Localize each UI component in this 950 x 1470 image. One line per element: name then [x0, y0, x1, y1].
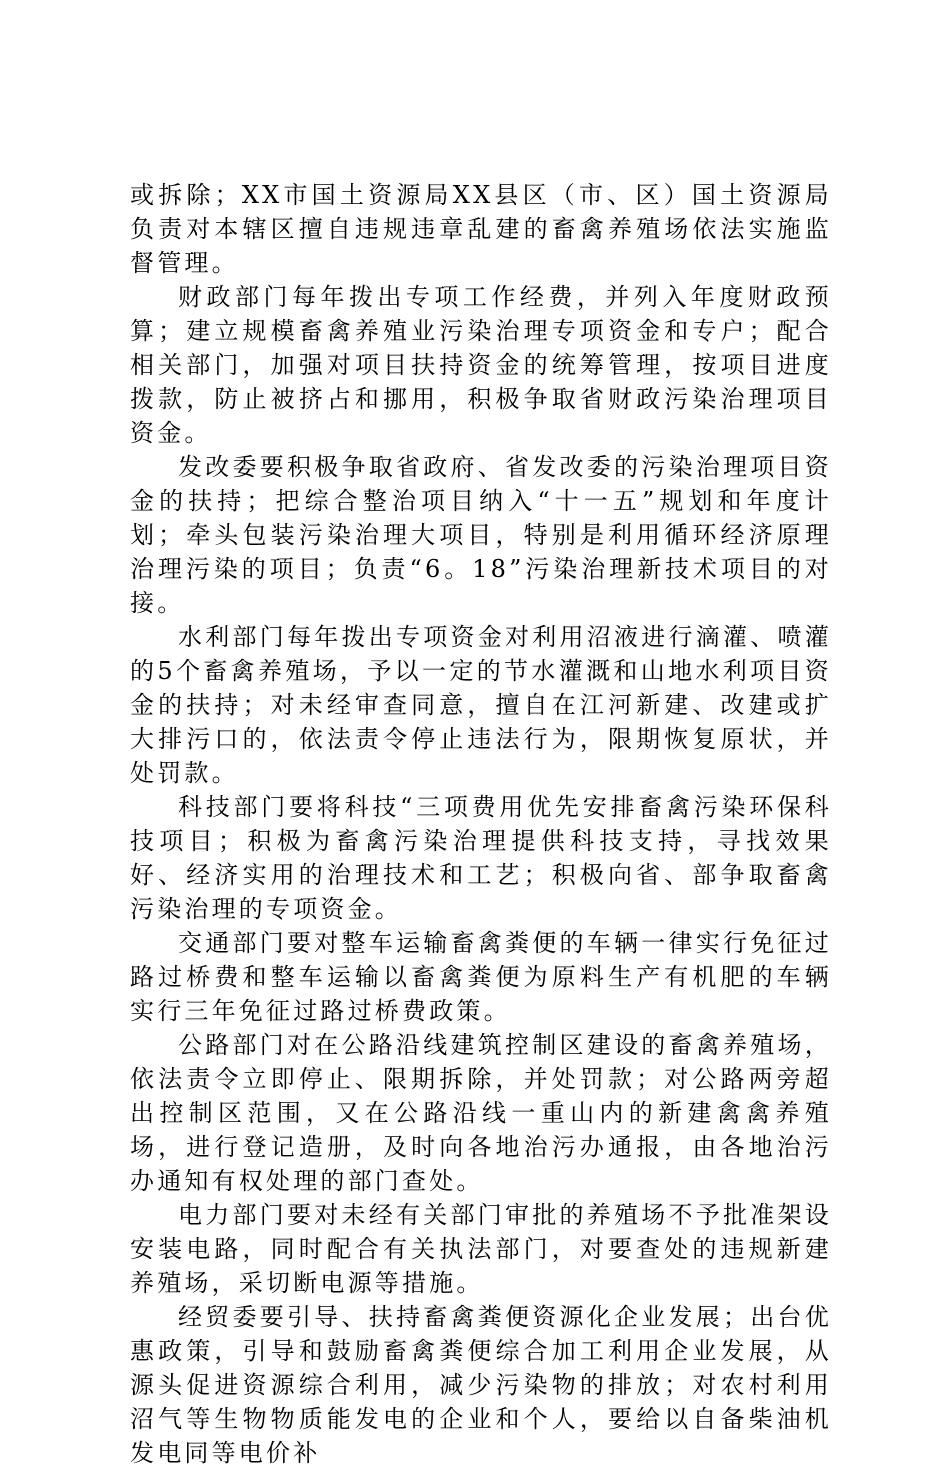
paragraph-electric-power: 电力部门要对未经有关部门审批的养殖场不予批准架设安装电路，同时配合有关执法部门，对要查处的违规新建养殖场，采切断电源等措施。 [130, 1201, 832, 1297]
paragraph-economic-trade: 经贸委要引导、扶持畜禽粪便资源化企业发展；出台优惠政策，引导和鼓励畜禽粪便综合加工利用企业发展，从源头促进资源综合利用，减少污染物的排放；对农村利用沼气等生物物质能发电的企业和个人，要给以自备柴油机发电同等电价补 [130, 1303, 832, 1467]
document-body [130, 178, 832, 1470]
paragraph-land-resources: 或拆除；XX市国土资源局XX县区（市、区）国土资源局负责对本辖区擅自违规违章乱建的畜禽养殖场依法实施监督管理。 [130, 181, 832, 277]
paragraph-science-technology: 科技部门要将科技“三项费用优先安排畜禽污染环保科技项目；积极为畜禽污染治理提供科技支持，寻找效果好、经济实用的治理技术和工艺；积极向省、部争取畜禽污染治理的专项资金。 [130, 793, 832, 923]
paragraph-transportation: 交通部门要对整车运输畜禽粪便的车辆一律实行免征过路过桥费和整车运输以畜禽粪便为原料生产有机肥的车辆实行三年免征过路过桥费政策。 [130, 929, 832, 1025]
paragraph-development-reform: 发改委要积极争取省政府、省发改委的污染治理项目资金的扶持；把综合整治项目纳入“十一五”规划和年度计划；牵头包装污染治理大项目，特别是利用循环经济原理治理污染的项目；负责“6。18”污染治理新技术项目的对接。 [130, 453, 832, 617]
paragraph-water-resources: 水利部门每年拨出专项资金对利用沼液进行滴灌、喷灌的5个畜禽养殖场，予以一定的节水灌溉和山地水利项目资金的扶持；对未经审查同意，擅自在江河新建、改建或扩大排污口的，依法责令停止违法行为，限期恢复原状，并处罚款。 [130, 623, 832, 787]
paragraph-highway: 公路部门对在公路沿线建筑控制区建设的畜禽养殖场，依法责令立即停止、限期拆除，并处罚款；对公路两旁超出控制区范围，又在公路沿线一重山内的新建禽禽养殖场，进行登记造册，及时向各地治污办通报，由各地治污办通知有权处理的部门查处。 [130, 1031, 832, 1195]
paragraph-finance: 财政部门每年拨出专项工作经费，并列入年度财政预算；建立规模畜禽养殖业污染治理专项资金和专户；配合相关部门，加强对项目扶持资金的统筹管理，按项目进度拨款，防止被挤占和挪用，积极争取省财政污染治理项目资金。 [130, 283, 832, 447]
